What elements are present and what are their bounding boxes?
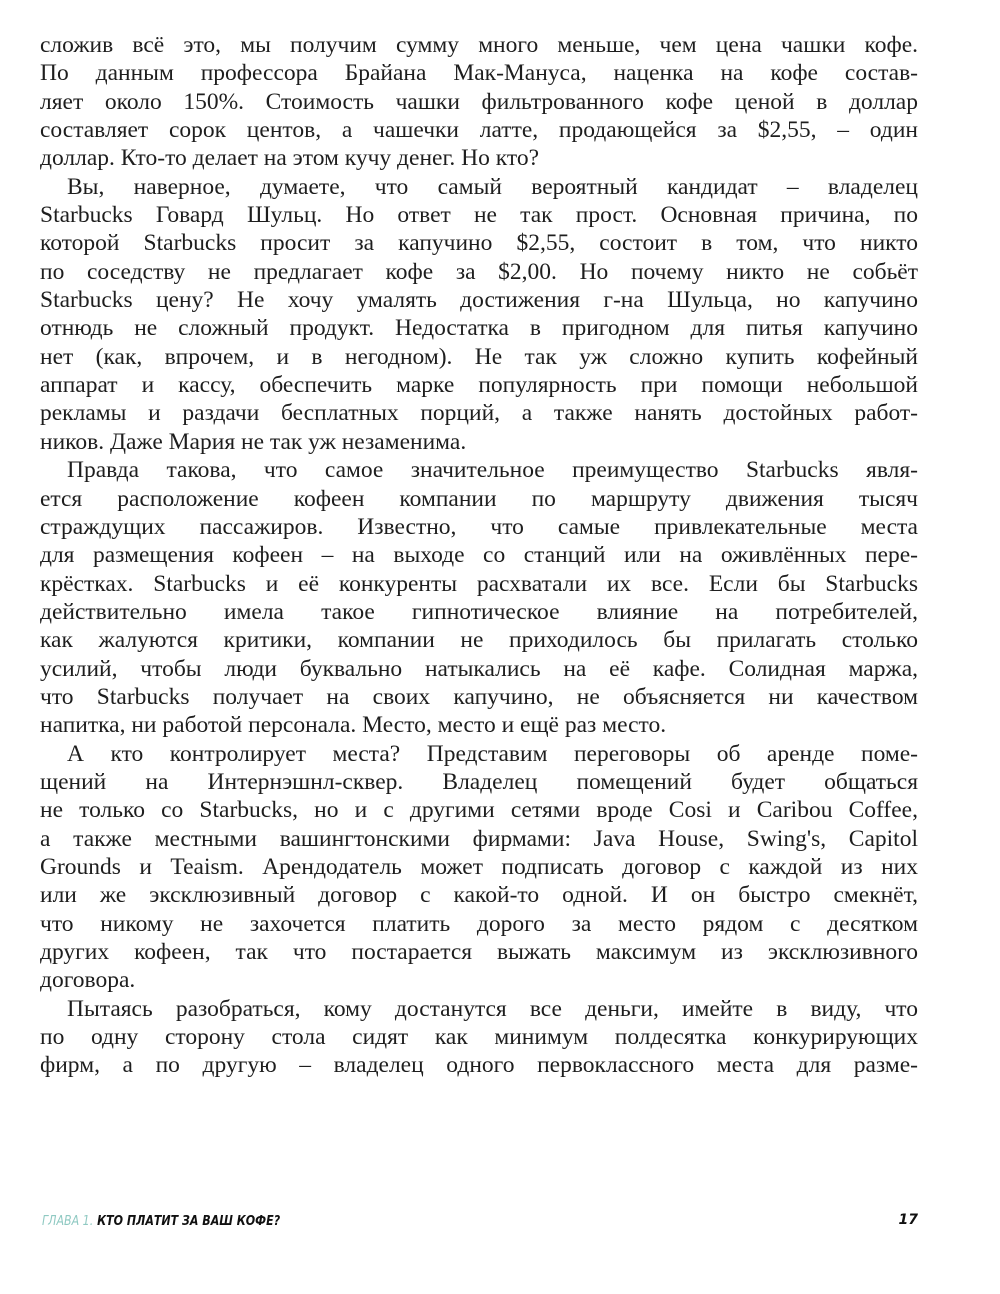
text-line: действительно имела такое гипнотическое влияние на потребителей, [40, 598, 918, 625]
text-line: Пытаясь разобраться, кому достанутся все деньги, имейте в виду, что [67, 995, 918, 1022]
text-line: или же эксклюзивный договор с какой-то одной. И он быстро смекнёт, [40, 882, 918, 909]
text-line: Starbucks Говард Шульц. Но ответ не так прост. Основная причина, по [40, 202, 918, 229]
text-line: Вы, наверное, думаете, что самый вероятный кандидат – владелец [67, 173, 918, 200]
text-line: для размещения кофеен – на выходе со станций или на оживлённых пере- [40, 542, 918, 569]
text-line: страждущих пассажиров. Известно, что самые привлекательные места [40, 513, 918, 540]
text-line: нет (как, впрочем, и в негодном). Не так уж сложно купить кофейный [40, 343, 918, 370]
text-line: крёстках. Starbucks и её конкуренты расхватали их все. Если бы Starbucks [40, 570, 918, 597]
text-line: аппарат и кассу, обеспечить марке популярность при помощи небольшой [40, 372, 918, 399]
text-line: как жалуются критики, компании не приходилось бы прилагать столько [40, 627, 918, 654]
text-line: не только со Starbucks, но и с другими сетями вроде Cosi и Caribou Coffee, [40, 797, 918, 824]
text-line: ников. Даже Мария не так уж незаменима. [40, 428, 467, 455]
text-line: по соседству не предлагает кофе за $2,00. Но почему никто не собьёт [40, 258, 918, 285]
paragraph [40, 740, 918, 995]
text-line: отнюдь не сложный продукт. Недостатка в пригодном для питья капучино [40, 315, 918, 342]
text-line: составляет сорок центов, а чашечки латте, продающейся за $2,55, – один [40, 117, 918, 144]
paragraph [40, 995, 918, 1080]
paragraph [40, 456, 918, 739]
paragraph [40, 173, 918, 456]
paragraph [40, 31, 918, 173]
text-line: усилий, чтобы люди буквально натыкались на её кафе. Солидная маржа, [40, 655, 918, 682]
text-line: что никому не захочется платить дорого за место рядом с десятком [40, 910, 918, 937]
text-line: что Starbucks получает на своих капучино, не объясняется ни качеством [40, 683, 918, 710]
text-line: рекламы и раздачи бесплатных порций, а также нанять достойных работ- [40, 400, 918, 427]
running-footer [42, 1214, 787, 1238]
text-line: которой Starbucks просит за капучино $2,55, состоит в том, что никто [40, 230, 918, 257]
text-line: А кто контролирует места? Представим переговоры об аренде поме- [67, 740, 918, 767]
chapter-label: ГЛАВА 1. [42, 1214, 94, 1229]
text-line: Правда такова, что самое значительное преимущество Starbucks явля- [67, 457, 918, 484]
page-number: 17 [898, 1212, 918, 1228]
text-line: договора. [40, 967, 136, 994]
text-line: сложив всё это, мы получим сумму много меньше, чем цена чашки кофе. [40, 32, 918, 58]
text-line: а также местными вашингтонскими фирмами: Java House, Swing's, Capitol [40, 825, 918, 852]
text-line: других кофеен, так что постарается выжать максимум из эксклюзивного [40, 939, 918, 965]
text-line: щений на Интернэшнл-сквер. Владелец помещений будет общаться [40, 768, 918, 795]
text-line: Grounds и Teaism. Арендодатель может подписать договор с каждой из них [40, 853, 918, 880]
running-title: КТО ПЛАТИТ ЗА ВАШ КОФЕ? [97, 1214, 281, 1229]
text-line: ется расположение кофеен компании по маршруту движения тысяч [40, 485, 918, 512]
text-line: доллар. Кто-то делает на этом кучу денег. Но кто? [40, 145, 540, 172]
text-line: По данным профессора Брайана Мак-Мануса, наценка на кофе состав- [40, 60, 918, 87]
text-line: Starbucks цену? Не хочу умалять достижения г-на Шульца, но капучино [40, 287, 918, 314]
text-line: ляет около 150%. Стоимость чашки фильтрованного кофе ценой в доллар [40, 88, 918, 115]
text-line: напитка, ни работой персонала. Место, место и ещё раз место. [40, 712, 667, 739]
body-text [40, 31, 918, 1080]
text-line: по одну сторону стола сидят как минимум полдесятка конкурирующих [40, 1024, 918, 1051]
text-line: фирм, а по другую – владелец одного первоклассного места для разме- [40, 1052, 918, 1079]
